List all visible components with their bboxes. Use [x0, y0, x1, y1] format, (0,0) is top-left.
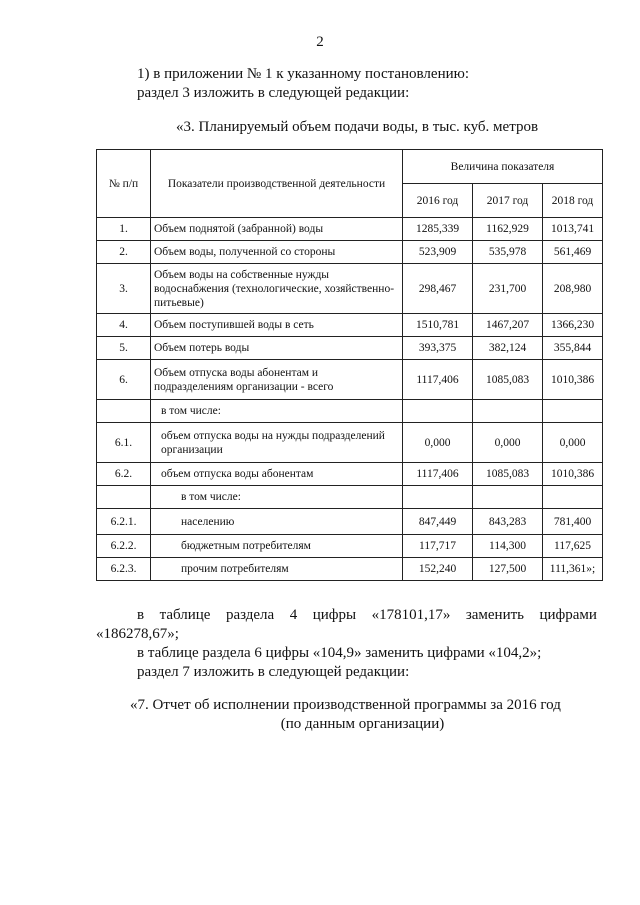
row-value-2018 — [543, 400, 603, 423]
row-value-2016: 152,240 — [403, 558, 473, 581]
header-indicator: Показатели производственной деятельности — [151, 150, 403, 218]
table-row — [97, 360, 603, 400]
row-value-2016: 1510,781 — [403, 314, 473, 337]
row-number: 3. — [97, 264, 151, 314]
header-value-group: Величина показателя — [403, 150, 603, 184]
row-value-2018: 1366,230 — [543, 314, 603, 337]
row-value-2018: 1010,386 — [543, 360, 603, 400]
section-4-change-continuation: «186278,67»; — [96, 626, 179, 642]
row-value-2018: 781,400 — [543, 509, 603, 535]
row-indicator: Объем поступившей воды в сеть — [151, 314, 403, 337]
row-indicator: Объем потерь воды — [151, 337, 403, 360]
table-row — [97, 463, 603, 486]
table-row — [97, 423, 603, 463]
section-3-title: «3. Планируемый объем подачи воды, в тыс. куб. метров — [176, 119, 539, 135]
row-indicator: Объем отпуска воды абонентам и подразделениям организации - всего — [151, 360, 403, 400]
table-row — [97, 218, 603, 241]
row-value-2016: 847,449 — [403, 509, 473, 535]
row-value-2017: 0,000 — [473, 423, 543, 463]
row-value-2018: 1013,741 — [543, 218, 603, 241]
row-number — [97, 486, 151, 509]
row-value-2018 — [543, 486, 603, 509]
section-4-word: заменить — [465, 607, 524, 623]
section-4-word: «178101,17» — [371, 607, 451, 623]
header-year-2018: 2018 год — [543, 184, 603, 218]
row-value-2017 — [473, 400, 543, 423]
row-indicator: Объем воды на собственные нужды водоснабжения (технологические, хозяйственно-питьевые) — [151, 264, 403, 314]
intro-line-1: 1) в приложении № 1 к указанному постановлению: — [137, 66, 469, 82]
row-value-2017 — [473, 486, 543, 509]
row-value-2017: 535,978 — [473, 241, 543, 264]
row-number: 5. — [97, 337, 151, 360]
section-4-word: раздела — [225, 607, 275, 623]
intro-line-2: раздел 3 изложить в следующей редакции: — [137, 85, 410, 101]
section-7-change: раздел 7 изложить в следующей редакции: — [137, 664, 410, 680]
row-value-2017: 1162,929 — [473, 218, 543, 241]
row-number: 1. — [97, 218, 151, 241]
table-row — [97, 241, 603, 264]
row-number: 6.1. — [97, 423, 151, 463]
section-7-title: «7. Отчет об исполнении производственной программы за 2016 год — [130, 697, 561, 713]
section-4-word: таблице — [159, 607, 211, 623]
header-num: № п/п — [97, 150, 151, 218]
row-value-2016: 0,000 — [403, 423, 473, 463]
table-row — [97, 400, 603, 423]
table-row — [97, 558, 603, 581]
section-4-word: цифрами — [539, 607, 597, 623]
row-number: 6.2.1. — [97, 509, 151, 535]
row-value-2017: 382,124 — [473, 337, 543, 360]
row-value-2016: 523,909 — [403, 241, 473, 264]
row-number: 4. — [97, 314, 151, 337]
row-number: 6.2.2. — [97, 535, 151, 558]
section-4-change-line — [137, 606, 597, 624]
row-indicator: в том числе: — [151, 400, 403, 423]
row-value-2016: 298,467 — [403, 264, 473, 314]
row-number: 2. — [97, 241, 151, 264]
section-4-word: 4 — [289, 607, 298, 623]
row-indicator: объем отпуска воды на нужды подразделений организации — [151, 423, 403, 463]
table-row — [97, 264, 603, 314]
section-7-subtitle: (по данным организации) — [280, 716, 445, 732]
table-row — [97, 314, 603, 337]
row-value-2017: 1085,083 — [473, 463, 543, 486]
row-value-2017: 231,700 — [473, 264, 543, 314]
row-indicator: Объем воды, полученной со стороны — [151, 241, 403, 264]
water-supply-table — [96, 149, 603, 581]
row-value-2018: 111,361»; — [543, 558, 603, 581]
row-indicator: населению — [151, 509, 403, 535]
table-row — [97, 486, 603, 509]
row-number: 6.2. — [97, 463, 151, 486]
row-indicator: прочим потребителям — [151, 558, 403, 581]
page-number: 2 — [316, 34, 324, 50]
row-value-2017: 1085,083 — [473, 360, 543, 400]
table-row — [97, 509, 603, 535]
row-value-2016: 393,375 — [403, 337, 473, 360]
row-value-2018: 561,469 — [543, 241, 603, 264]
section-6-change: в таблице раздела 6 цифры «104,9» заменить цифрами «104,2»; — [137, 645, 542, 661]
row-value-2016 — [403, 486, 473, 509]
row-indicator: объем отпуска воды абонентам — [151, 463, 403, 486]
row-value-2016: 1117,406 — [403, 463, 473, 486]
section-4-word: цифры — [312, 607, 357, 623]
row-indicator: Объем поднятой (забранной) воды — [151, 218, 403, 241]
row-value-2018: 208,980 — [543, 264, 603, 314]
row-value-2017: 114,300 — [473, 535, 543, 558]
row-value-2017: 843,283 — [473, 509, 543, 535]
row-indicator: бюджетным потребителям — [151, 535, 403, 558]
row-value-2016: 1117,406 — [403, 360, 473, 400]
row-value-2017: 127,500 — [473, 558, 543, 581]
row-number: 6. — [97, 360, 151, 400]
table-body — [97, 218, 603, 581]
row-value-2017: 1467,207 — [473, 314, 543, 337]
row-value-2016: 117,717 — [403, 535, 473, 558]
row-value-2018: 117,625 — [543, 535, 603, 558]
row-value-2016 — [403, 400, 473, 423]
section-4-word: в — [137, 607, 145, 623]
header-year-2016: 2016 год — [403, 184, 473, 218]
row-value-2016: 1285,339 — [403, 218, 473, 241]
header-year-2017: 2017 год — [473, 184, 543, 218]
table-row — [97, 337, 603, 360]
row-number: 6.2.3. — [97, 558, 151, 581]
row-indicator: в том числе: — [151, 486, 403, 509]
table-row — [97, 535, 603, 558]
row-value-2018: 0,000 — [543, 423, 603, 463]
row-number — [97, 400, 151, 423]
row-value-2018: 1010,386 — [543, 463, 603, 486]
row-value-2018: 355,844 — [543, 337, 603, 360]
